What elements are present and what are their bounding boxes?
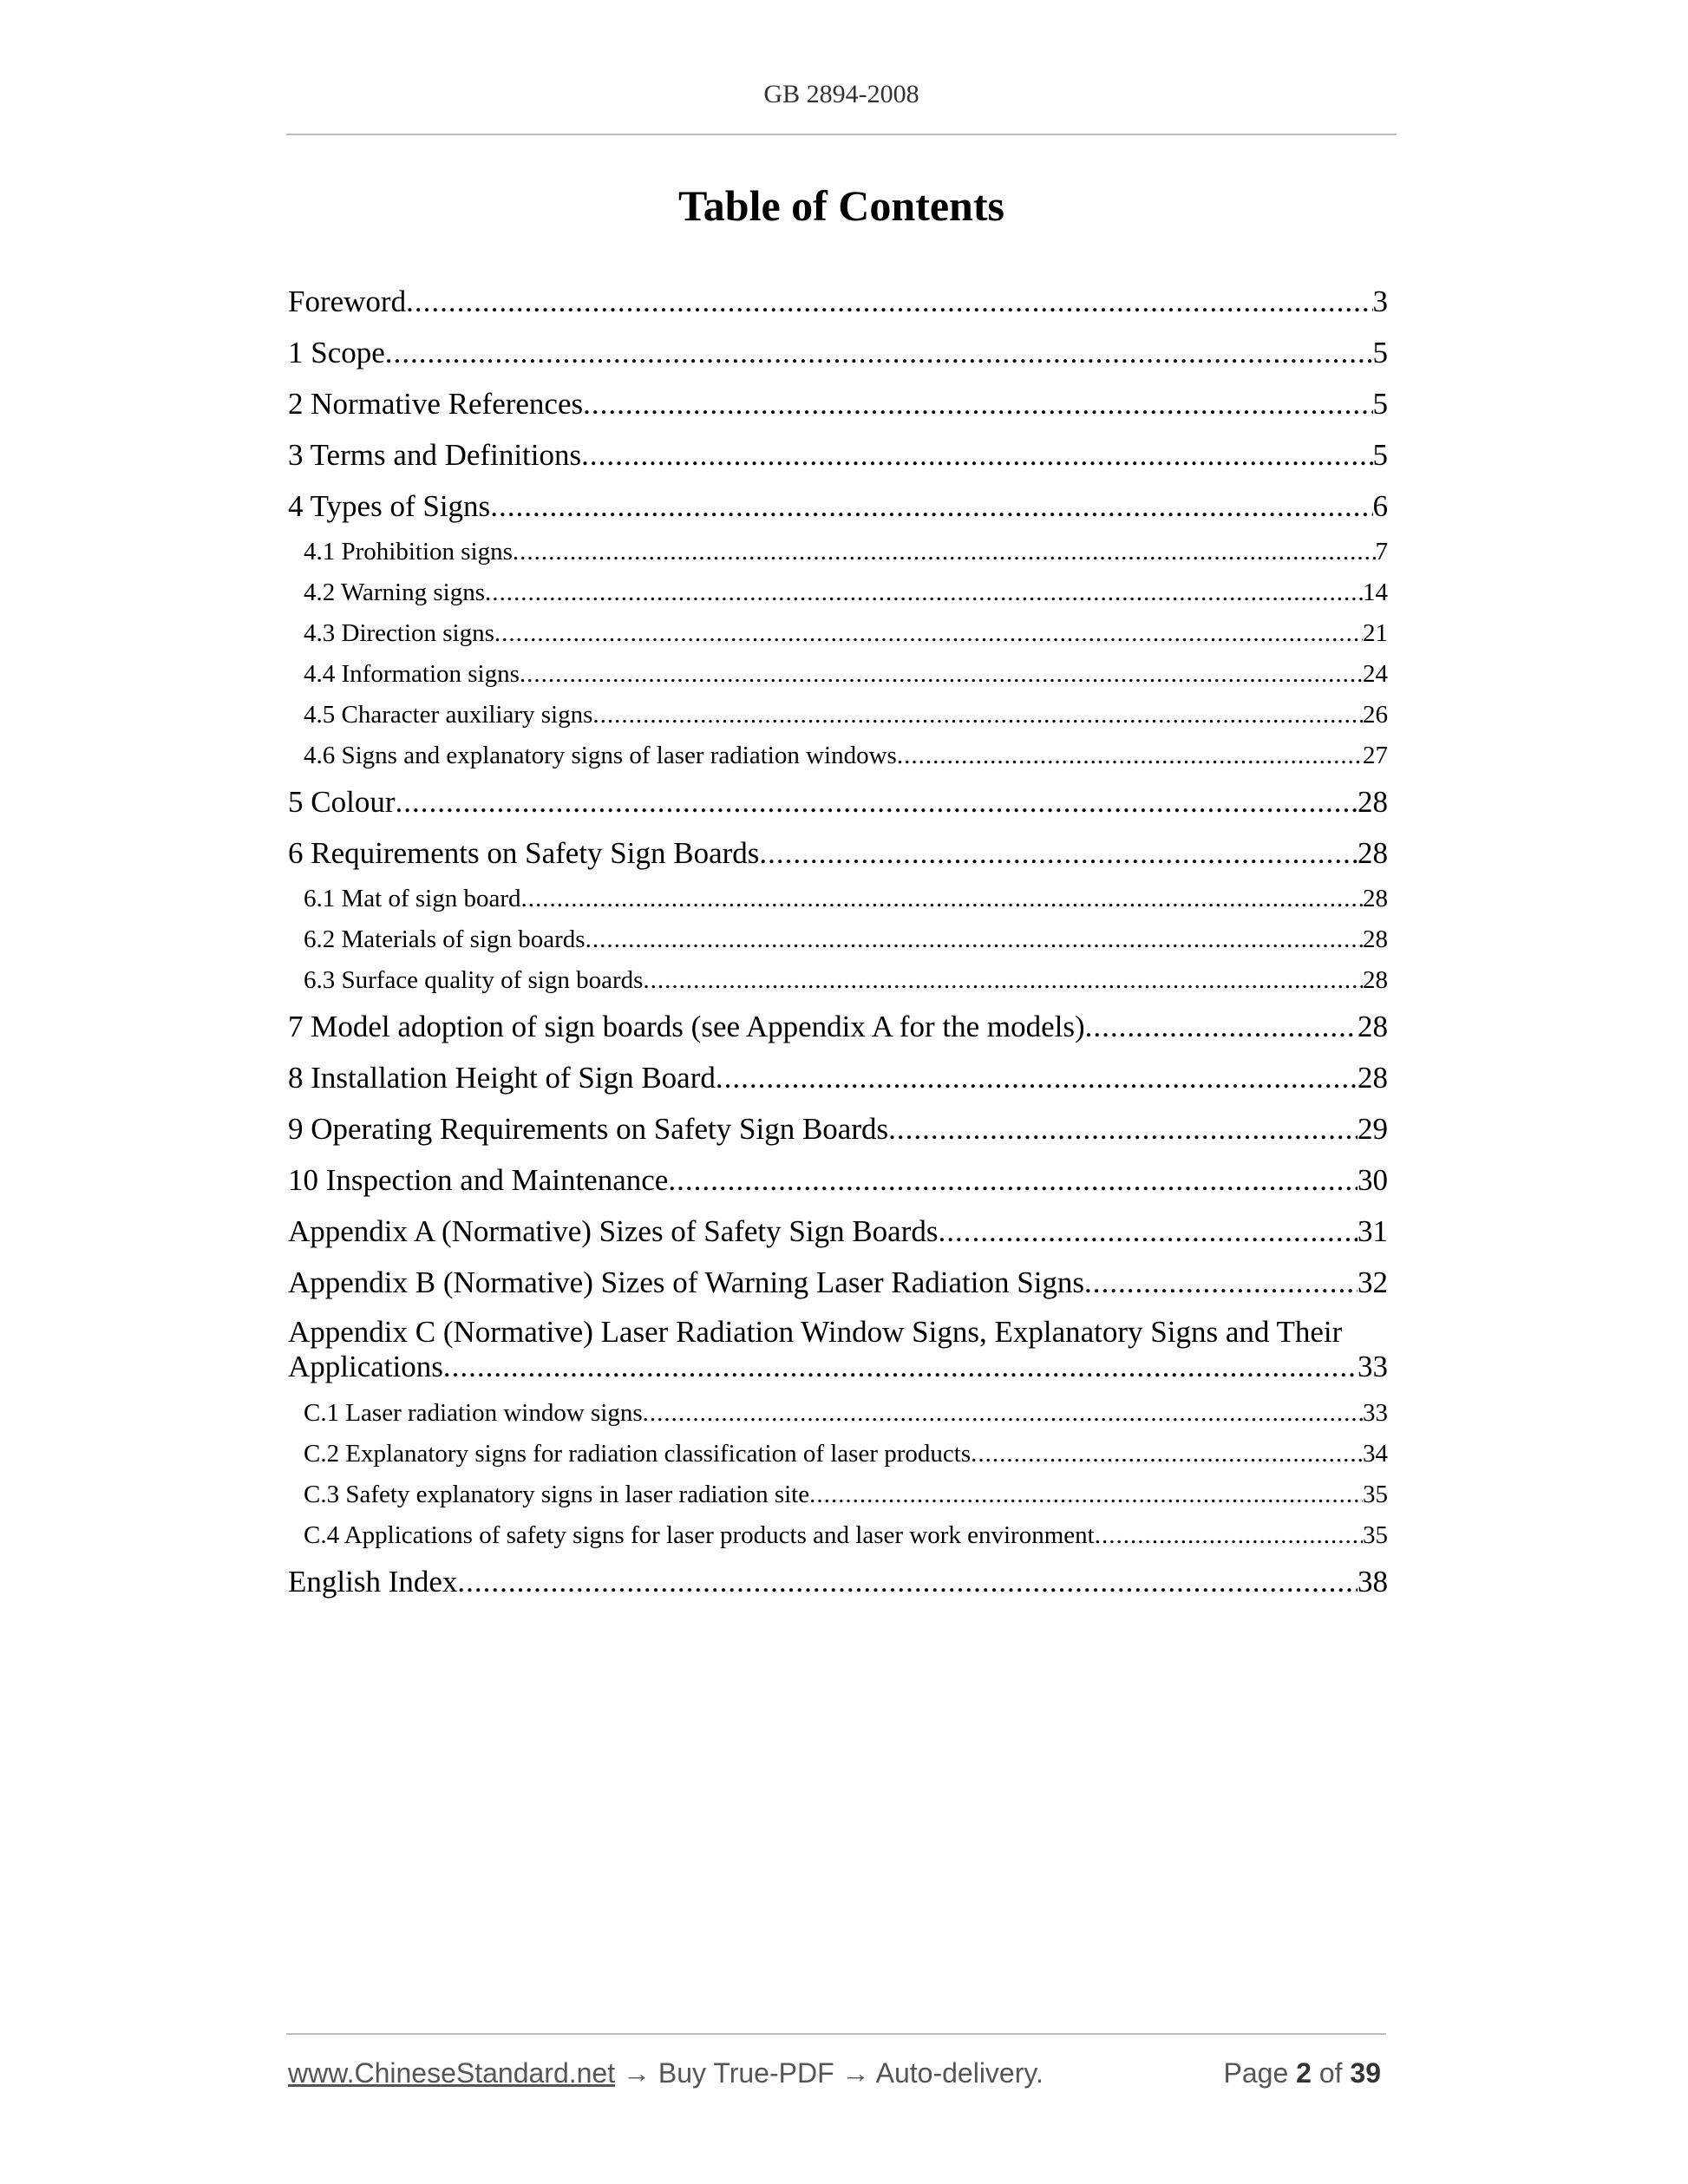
dot-leader bbox=[716, 1052, 1358, 1103]
document-header: GB 2894-2008 bbox=[763, 80, 919, 108]
dot-leader bbox=[513, 532, 1376, 572]
toc-entry[interactable] bbox=[288, 378, 1388, 429]
toc-entry-page: 28 bbox=[1358, 785, 1388, 819]
toc-entry[interactable] bbox=[288, 1103, 1388, 1154]
toc-entry-page: 5 bbox=[1372, 336, 1388, 369]
toc-entry-title: 4 Types of Signs bbox=[288, 489, 491, 523]
toc-subentry[interactable] bbox=[288, 532, 1388, 572]
toc-entry-title: 9 Operating Requirements on Safety Sign Boards bbox=[288, 1112, 889, 1146]
toc-entry[interactable] bbox=[288, 1257, 1388, 1308]
toc-entry-title: 4.1 Prohibition signs bbox=[304, 538, 513, 566]
toc-entry-page: 33 bbox=[1363, 1399, 1388, 1427]
dot-leader bbox=[759, 827, 1358, 879]
footer-left bbox=[288, 2057, 1044, 2089]
toc-subentry[interactable] bbox=[288, 960, 1388, 1001]
dot-leader bbox=[586, 919, 1363, 960]
dot-leader bbox=[888, 1103, 1358, 1154]
toc-entry-title: 4.4 Information signs bbox=[304, 660, 520, 688]
toc-subentry[interactable] bbox=[288, 1393, 1388, 1434]
toc-entry-title: 6.1 Mat of sign board bbox=[304, 885, 521, 912]
toc-entry-title: 10 Inspection and Maintenance bbox=[288, 1163, 669, 1197]
toc-entry-page: 32 bbox=[1358, 1265, 1388, 1299]
toc-entry-page: 30 bbox=[1358, 1163, 1388, 1197]
page-footer bbox=[288, 2057, 1381, 2089]
dot-leader bbox=[406, 276, 1372, 327]
toc-entry[interactable] bbox=[288, 481, 1388, 532]
footer-rule bbox=[286, 2033, 1386, 2035]
toc-subentry[interactable] bbox=[288, 879, 1388, 919]
toc-subentry[interactable] bbox=[288, 1475, 1388, 1515]
toc-entry-title: 4.3 Direction signs bbox=[304, 619, 494, 647]
total-pages: 39 bbox=[1350, 2057, 1381, 2089]
toc-entry-page: 38 bbox=[1358, 1565, 1388, 1599]
toc-entry-page: 28 bbox=[1363, 925, 1388, 953]
toc-entry-page: 7 bbox=[1375, 538, 1388, 566]
toc-entry-line: Appendix C (Normative) Laser Radiation Window Signs, Explanatory Signs and Their bbox=[288, 1315, 1343, 1349]
toc-entry-title: 8 Installation Height of Sign Board bbox=[288, 1061, 716, 1095]
dot-leader bbox=[457, 1556, 1358, 1607]
toc-entry-title: C.1 Laser radiation window signs bbox=[304, 1399, 643, 1427]
toc-entry-page: 28 bbox=[1358, 1061, 1388, 1095]
toc-entry-title: 4.5 Character auxiliary signs bbox=[304, 701, 593, 729]
toc-entry-page: 28 bbox=[1363, 966, 1388, 994]
delivery-text: Auto-delivery. bbox=[875, 2057, 1044, 2089]
toc-subentry[interactable] bbox=[288, 654, 1388, 695]
dot-leader bbox=[643, 960, 1363, 1001]
toc-entry-title: Appendix A (Normative) Sizes of Safety Sign Boards bbox=[288, 1214, 939, 1248]
toc-entry-page: 6 bbox=[1372, 489, 1388, 523]
toc-entry[interactable] bbox=[288, 429, 1388, 481]
toc-entry-title: C.2 Explanatory signs for radiation classification of laser products bbox=[304, 1440, 972, 1468]
dot-leader bbox=[897, 736, 1363, 776]
toc-entry[interactable] bbox=[288, 1154, 1388, 1206]
toc-entry-title: 5 Colour bbox=[288, 785, 396, 819]
toc-entry-page: 31 bbox=[1358, 1214, 1388, 1248]
toc-subentry[interactable] bbox=[288, 695, 1388, 736]
buy-text: Buy True-PDF bbox=[658, 2057, 834, 2089]
dot-leader bbox=[395, 776, 1358, 827]
toc-entry-title: 2 Normative References bbox=[288, 387, 584, 421]
dot-leader bbox=[520, 654, 1363, 695]
toc-entry-page: 27 bbox=[1363, 742, 1388, 769]
toc-entry-title: 6.2 Materials of sign boards bbox=[304, 925, 586, 953]
dot-leader bbox=[443, 1350, 1358, 1384]
toc-entry-page: 34 bbox=[1363, 1440, 1388, 1468]
dot-leader bbox=[485, 572, 1363, 613]
header-rule bbox=[286, 134, 1397, 135]
toc-entry-title: 4.2 Warning signs bbox=[304, 579, 485, 606]
toc-subentry[interactable] bbox=[288, 1515, 1388, 1556]
toc-entry-page: 26 bbox=[1363, 701, 1388, 729]
toc-entry-page: 24 bbox=[1363, 660, 1388, 688]
dot-leader bbox=[1085, 1001, 1358, 1052]
toc-list bbox=[288, 276, 1388, 1607]
dot-leader bbox=[971, 1434, 1363, 1475]
dot-leader bbox=[668, 1154, 1358, 1206]
dot-leader bbox=[583, 378, 1372, 429]
toc-entry[interactable] bbox=[288, 327, 1388, 378]
toc-entry-title: English Index bbox=[288, 1565, 458, 1599]
toc-entry-title: 3 Terms and Definitions bbox=[288, 438, 582, 472]
toc-entry-page: 3 bbox=[1372, 284, 1388, 318]
dot-leader bbox=[490, 481, 1372, 532]
dot-leader bbox=[809, 1475, 1363, 1515]
toc-entry-page: 5 bbox=[1372, 438, 1388, 472]
toc-title: Table of Contents bbox=[678, 181, 1004, 230]
toc-subentry[interactable] bbox=[288, 613, 1388, 654]
dot-leader bbox=[385, 327, 1373, 378]
page-indicator: Page 2 of 39 bbox=[1223, 2057, 1381, 2089]
toc-entry[interactable] bbox=[288, 1001, 1388, 1052]
toc-entry-title: 7 Model adoption of sign boards (see Appendix A for the models) bbox=[288, 1010, 1085, 1043]
toc-subentry[interactable] bbox=[288, 1434, 1388, 1475]
toc-entry-title: Applications bbox=[288, 1350, 443, 1383]
dot-leader bbox=[938, 1206, 1358, 1257]
dot-leader bbox=[1095, 1515, 1363, 1556]
toc-entry[interactable] bbox=[288, 1052, 1388, 1103]
toc-subentry[interactable] bbox=[288, 572, 1388, 613]
toc-entry[interactable] bbox=[288, 276, 1388, 327]
toc-entry-page: 35 bbox=[1363, 1481, 1388, 1508]
toc-entry-page: 5 bbox=[1372, 387, 1388, 421]
arrow-icon: → bbox=[623, 2057, 651, 2089]
toc-entry-page: 29 bbox=[1358, 1112, 1388, 1146]
toc-entry-title: Appendix B (Normative) Sizes of Warning Laser Radiation Signs bbox=[288, 1265, 1085, 1299]
dot-leader bbox=[1084, 1257, 1358, 1308]
current-page: 2 bbox=[1296, 2057, 1312, 2089]
toc-entry-title: 1 Scope bbox=[288, 336, 385, 369]
dot-leader bbox=[521, 879, 1364, 919]
toc-entry-page: 33 bbox=[1358, 1350, 1388, 1383]
arrow-icon: → bbox=[841, 2057, 870, 2089]
dot-leader bbox=[581, 429, 1372, 481]
toc-entry[interactable] bbox=[288, 1350, 1388, 1388]
toc-entry-title: 6 Requirements on Safety Sign Boards bbox=[288, 836, 760, 870]
toc-entry[interactable] bbox=[288, 827, 1388, 879]
toc-entry[interactable] bbox=[288, 776, 1388, 827]
dot-leader bbox=[494, 613, 1363, 654]
toc-entry[interactable] bbox=[288, 1556, 1388, 1607]
toc-entry-title: 4.6 Signs and explanatory signs of laser radiation windows bbox=[304, 742, 897, 769]
toc-subentry[interactable] bbox=[288, 919, 1388, 960]
toc-entry-page: 28 bbox=[1358, 836, 1388, 870]
toc-entry-page: 35 bbox=[1363, 1521, 1388, 1549]
dot-leader bbox=[643, 1393, 1363, 1434]
toc-entry[interactable] bbox=[288, 1206, 1388, 1257]
toc-subentry[interactable] bbox=[288, 736, 1388, 776]
toc-entry-title: C.3 Safety explanatory signs in laser radiation site bbox=[304, 1481, 810, 1508]
website-link[interactable]: www.ChineseStandard.net bbox=[288, 2057, 616, 2089]
toc-entry-page: 28 bbox=[1363, 885, 1388, 912]
toc-entry-page: 28 bbox=[1358, 1010, 1388, 1043]
toc-entry-title: 6.3 Surface quality of sign boards bbox=[304, 966, 644, 994]
toc-entry-title: Foreword bbox=[288, 284, 407, 318]
dot-leader bbox=[592, 695, 1363, 736]
toc-entry-page: 14 bbox=[1363, 579, 1388, 606]
toc-entry-title: C.4 Applications of safety signs for laser products and laser work environment bbox=[304, 1521, 1095, 1549]
toc-entry-page: 21 bbox=[1363, 619, 1388, 647]
